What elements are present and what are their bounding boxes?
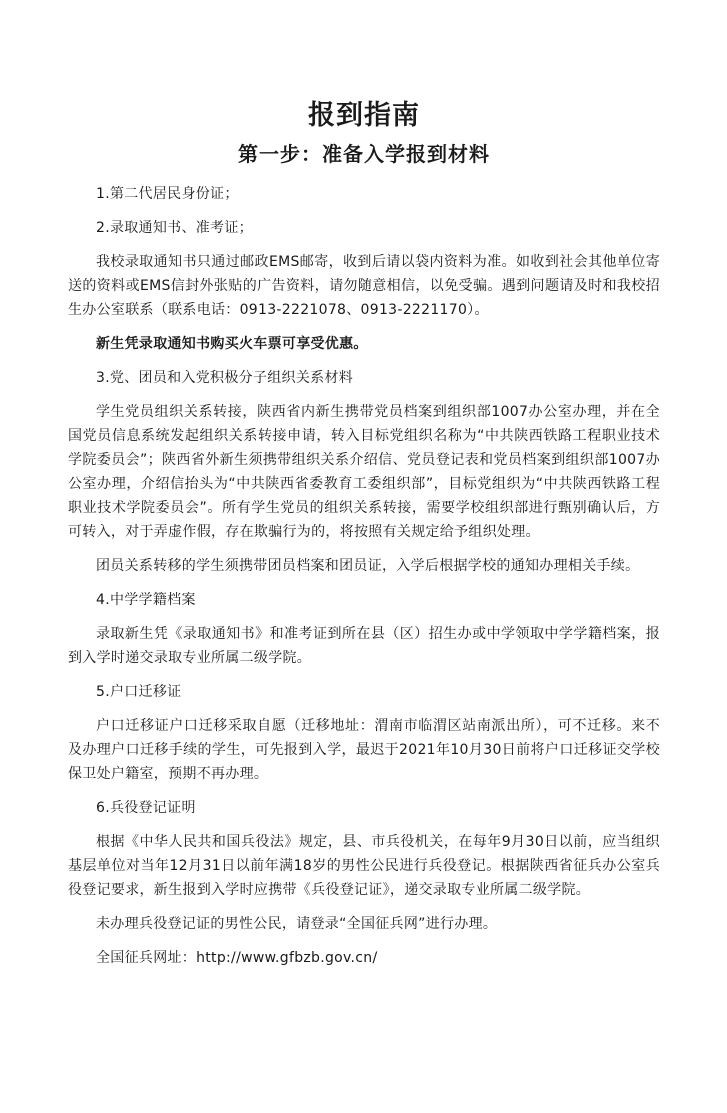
ems-notice-paragraph: 我校录取通知书只通过邮政EMS邮寄，收到后请以袋内资料为准。如收到社会其他单位寄送的资料或EMS信封外张贴的广告资料，请勿随意相信，以免受骗。遇到问题请及时和我校招生办公室联系（联系电话：0913-2221078、0913-2221170）。 bbox=[68, 254, 660, 318]
page-title: 报到指南 bbox=[308, 100, 420, 131]
league-transfer-paragraph: 团员关系转移的学生须携带团员档案和团员证，入学后根据学校的通知办理相关手续。 bbox=[96, 558, 640, 574]
section-title: 第一步：准备入学报到材料 bbox=[238, 142, 490, 166]
document-content bbox=[68, 96, 660, 980]
school-records-paragraph: 录取新生凭《录取通知书》和准考证到所在县（区）招生办或中学领取中学学籍档案，报到入学时递交录取专业所属二级学院。 bbox=[68, 626, 660, 666]
military-website-paragraph: 全国征兵网址：http://www.gfbzb.gov.cn/ bbox=[96, 950, 378, 966]
item-military-heading: 6.兵役登记证明 bbox=[96, 800, 196, 816]
military-law-paragraph: 根据《中华人民共和国兵役法》规定，县、市兵役机关，在每年9月30日以前，应当组织基层单位对当年12月31日以前年满18岁的男性公民进行兵役登记。根据陕西省征兵办公室兵役登记要求，新生报到入学时应携带《兵役登记证》，递交录取专业所属二级学院。 bbox=[68, 834, 660, 898]
item-party-relations-heading: 3.党、团员和入党积极分子组织关系材料 bbox=[96, 370, 354, 386]
item-admission-notice: 2.录取通知书、准考证； bbox=[96, 220, 253, 236]
item-id-card: 1.第二代居民身份证； bbox=[96, 186, 239, 202]
party-transfer-paragraph: 学生党员组织关系转接，陕西省内新生携带党员档案到组织部1007办公室办理，并在全国党员信息系统发起组织关系转接申请，转入目标党组织名称为“中共陕西铁路工程职业技术学院委员会”；陕西省外新生须携带组织关系介绍信、党员登记表和党员档案到组织部1007办公室办理，介绍信抬头为“中共陕西省委教育工委组织部”，目标党组织为“中共陕西铁路工程职业技术学院委员会”。所有学生党员的组织关系转接，需要学校组织部进行甄别确认后，方可转入，对于弄虚作假，存在欺骗行为的，将按照有关规定给予组织处理。 bbox=[68, 404, 660, 540]
item-household-heading: 5.户口迁移证 bbox=[96, 684, 182, 700]
train-discount-note: 新生凭录取通知书购买火车票可享受优惠。 bbox=[96, 336, 368, 352]
military-register-paragraph: 未办理兵役登记证的男性公民，请登录“全国征兵网”进行办理。 bbox=[96, 916, 498, 932]
household-paragraph: 户口迁移证户口迁移采取自愿（迁移地址：渭南市临渭区站南派出所），可不迁移。来不及办理户口迁移手续的学生，可先报到入学，最迟于2021年10月30日前将户口迁移证交学校保卫处户籍室，预期不再办理。 bbox=[68, 718, 660, 782]
item-school-records-heading: 4.中学学籍档案 bbox=[96, 592, 196, 608]
